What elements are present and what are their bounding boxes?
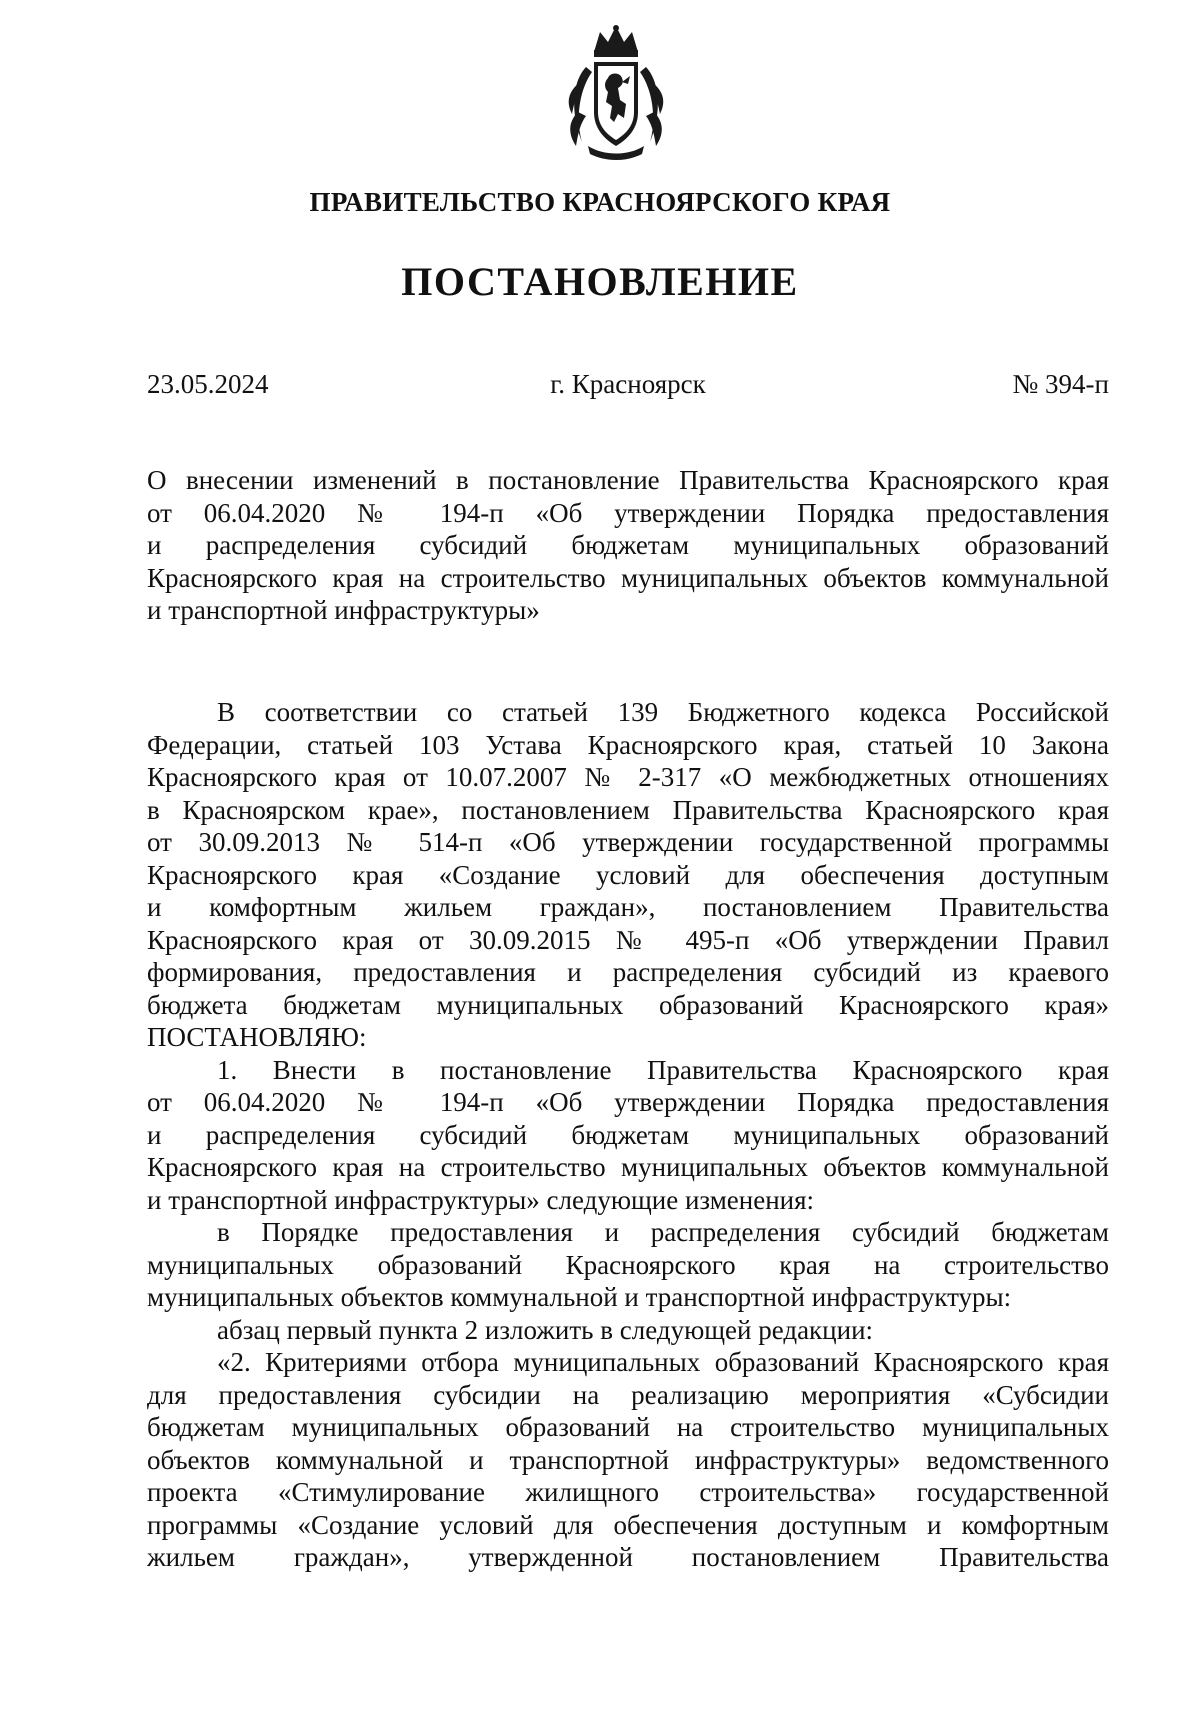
- body-line: Красноярского края от 30.09.2015 № 495-п «Об утверждении Правил: [147, 924, 1109, 955]
- body-line: В соответствии со статьей 139 Бюджетного кодекса Российской: [217, 697, 1109, 727]
- body-line: Красноярского края на строительство муниципальных объектов коммунальной: [147, 1152, 1109, 1182]
- krasnoyarsk-coat-of-arms-icon: [564, 22, 668, 162]
- body-line: абзац первый пункта 2 изложить в следующей редакции:: [217, 1314, 874, 1345]
- body-line: Федерации, статьей 103 Устава Красноярского края, статьей 10 Закона: [147, 729, 1109, 760]
- body-line: формирования, предоставления и распределения субсидий из краевого: [147, 957, 1109, 987]
- document-number: № 394-п: [1012, 369, 1109, 399]
- body-line: бюджета бюджетам муниципальных образований Красноярского края»: [147, 989, 1109, 1020]
- document-body: [147, 696, 1109, 1574]
- body-line: Красноярского края от 10.07.2007 № 2-317 «О межбюджетных отношениях: [147, 762, 1109, 792]
- body-line: ПОСТАНОВЛЯЮ:: [147, 1022, 367, 1052]
- body-line: 1. Внести в постановление Правительства Красноярского края: [217, 1054, 1109, 1085]
- body-line: жильем граждан», утвержденной постановлением Правительства: [147, 1542, 1109, 1572]
- body-line: муниципальных объектов коммунальной и транспортной инфраструктуры:: [147, 1282, 1012, 1312]
- subject-line: Красноярского края на строительство муниципальных объектов коммунальной: [147, 562, 1109, 593]
- body-line: от 06.04.2020 № 194-п «Об утверждении Порядка предоставления: [147, 1087, 1109, 1117]
- body-line: в Красноярском крае», постановлением Правительства Красноярского края: [147, 794, 1109, 825]
- document-city: г. Красноярск: [550, 369, 706, 399]
- body-line: в Порядке предоставления и распределения субсидий бюджетам: [217, 1217, 1109, 1247]
- body-line: и распределения субсидий бюджетам муниципальных образований: [147, 1119, 1109, 1150]
- body-line: и комфортным жильем граждан», постановлением Правительства: [147, 892, 1109, 922]
- subject-line: от 06.04.2020 № 194-п «Об утверждении Порядка предоставления: [147, 497, 1109, 528]
- body-line: «2. Критериями отбора муниципальных образований Красноярского края: [217, 1347, 1109, 1377]
- document-type-title: ПОСТАНОВЛЕНИЕ: [401, 259, 799, 304]
- body-line: программы «Создание условий для обеспечения доступным и комфортным: [147, 1509, 1109, 1540]
- document-subject: [147, 464, 1109, 627]
- body-line: бюджетам муниципальных образований на строительство муниципальных: [147, 1412, 1109, 1442]
- document-meta-row: [147, 369, 1109, 405]
- body-line: и транспортной инфраструктуры» следующие изменения:: [147, 1184, 815, 1215]
- subject-line: и распределения субсидий бюджетам муниципальных образований: [147, 530, 1109, 560]
- body-line: от 30.09.2013 № 514-п «Об утверждении государственной программы: [147, 827, 1109, 857]
- body-line: проекта «Стимулирование жилищного строительства» государственной: [147, 1477, 1109, 1507]
- body-line: Красноярского края «Создание условий для обеспечения доступным: [147, 859, 1109, 890]
- document-date: 23.05.2024: [147, 369, 269, 399]
- government-title: ПРАВИТЕЛЬСТВО КРАСНОЯРСКОГО КРАЯ: [309, 187, 891, 217]
- body-line: для предоставления субсидии на реализацию мероприятия «Субсидии: [147, 1379, 1109, 1410]
- subject-line: О внесении изменений в постановление Правительства Красноярского края: [147, 465, 1109, 495]
- subject-line: и транспортной инфраструктуры»: [147, 595, 540, 625]
- body-line: объектов коммунальной и транспортной инфраструктуры» ведомственного: [147, 1444, 1109, 1475]
- body-line: муниципальных образований Красноярского края на строительство: [147, 1249, 1109, 1280]
